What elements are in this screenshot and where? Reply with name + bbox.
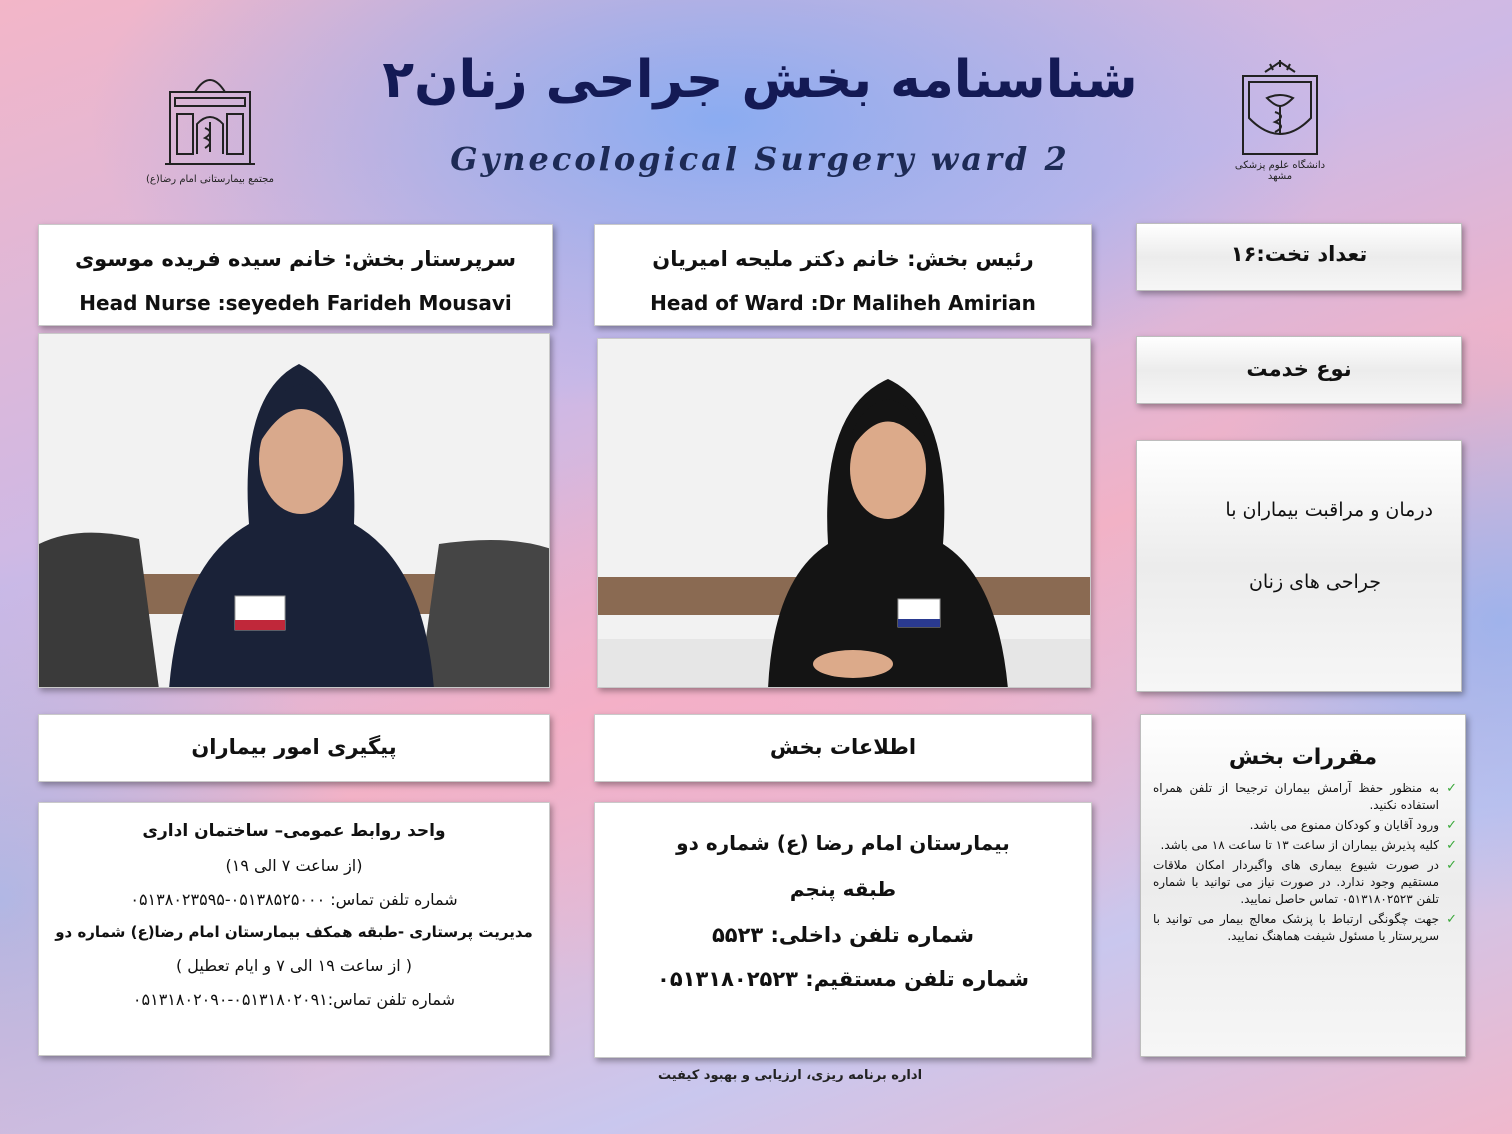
rule-item: ✓ در صورت شیوع بیماری های واگیردار امکان ملاقات مستقیم وجود ندارد. در صورت نیاز می توانید با شماره تلفن ۰۵۱۳۱۸۰۲۵۲۳ تماس حاصل نمایید. bbox=[1153, 858, 1457, 906]
head-of-ward-portrait-icon bbox=[598, 339, 1091, 688]
hospital-logo bbox=[140, 62, 280, 185]
rule-item: ✓ ورود آقایان و کودکان ممنوع می باشد. bbox=[1249, 818, 1457, 833]
service-type-label: نوع خدمت bbox=[1246, 357, 1352, 381]
ward-rules-heading: مقررات بخش bbox=[1228, 745, 1378, 770]
public-relations-unit: واحد روابط عمومی– ساختمان اداری bbox=[142, 821, 446, 841]
beds-count-label: تعداد تخت:۱۶ bbox=[1230, 242, 1368, 266]
ward-rules-box bbox=[1140, 714, 1466, 1057]
left-logo-caption: مجتمع بیمارستانی امام رضا(ع) bbox=[146, 174, 274, 185]
head-nurse-title-en: Head Nurse :seyedeh Farideh Mousavi bbox=[79, 291, 512, 315]
head-of-ward-photo bbox=[597, 338, 1091, 688]
head-nurse-title-fa: سرپرستار بخش: خانم سیده فریده موسوی bbox=[74, 247, 517, 271]
patient-affairs-heading: پیگیری امور بیماران bbox=[191, 735, 397, 759]
rule-item: ✓ به منظور حفظ آرامش بیماران ترجیحا از تلفن همراه استفاده نکنید. bbox=[1153, 781, 1457, 812]
check-icon: ✓ bbox=[1446, 838, 1457, 853]
head-of-ward-card bbox=[594, 224, 1092, 326]
page-title: شناسنامه بخش جراحی زنان۲ bbox=[382, 50, 1138, 110]
service-description-box bbox=[1136, 440, 1462, 692]
service-description-line2: جراحی های زنان bbox=[1248, 571, 1381, 593]
rule-item: ✓ جهت چگونگی ارتباط با پزشک معالج بیمار می توانید با سرپرستار یا مسئول شیفت هماهنگ نمایید. bbox=[1153, 912, 1457, 943]
public-relations-phone: شماره تلفن تماس: ۰۵۱۳۸۵۲۵۰۰۰-۰۵۱۳۸۰۲۳۵۹۵ bbox=[130, 890, 458, 909]
public-relations-hours: (از ساعت ۷ الی ۱۹) bbox=[225, 856, 363, 875]
check-icon: ✓ bbox=[1446, 912, 1457, 927]
ward-rules-list bbox=[1141, 780, 1465, 945]
nursing-management: مدیریت پرستاری -طبقه همکف بیمارستان امام رضا(ع) شماره دو bbox=[55, 923, 533, 941]
page-subtitle-en: Gynecological Surgery ward 2 bbox=[450, 140, 1070, 178]
ward-info-header bbox=[594, 714, 1092, 782]
university-emblem-icon bbox=[1235, 58, 1325, 158]
check-icon: ✓ bbox=[1446, 781, 1457, 796]
rule-item: ✓ کلیه پذیرش بیماران از ساعت ۱۳ تا ساعت ۱۸ می باشد. bbox=[1160, 838, 1457, 853]
ward-hospital: بیمارستان امام رضا (ع) شماره دو bbox=[676, 831, 1010, 855]
head-of-ward-title-en: Head of Ward :Dr Maliheh Amirian bbox=[650, 291, 1036, 315]
patient-affairs-header bbox=[38, 714, 550, 782]
nursing-management-hours: ( از ساعت ۱۹ الی ۷ و ایام تعطیل ) bbox=[175, 956, 413, 975]
beds-count-box bbox=[1136, 223, 1462, 291]
right-logo-caption: دانشگاه علوم پزشکی مشهد bbox=[1234, 160, 1326, 182]
service-description-line1: درمان و مراقبت بیماران با bbox=[1225, 499, 1433, 521]
footer-text: اداره برنامه ریزی، ارزیابی و بهبود کیفیت bbox=[657, 1068, 923, 1083]
ward-floor: طبقه پنجم bbox=[789, 877, 897, 901]
ward-internal-phone: شماره تلفن داخلی: ۵۵۲۳ bbox=[711, 923, 975, 947]
patient-affairs-body bbox=[38, 802, 550, 1056]
ward-info-heading: اطلاعات بخش bbox=[769, 735, 917, 759]
check-icon: ✓ bbox=[1446, 818, 1457, 833]
ward-direct-phone: شماره تلفن مستقیم: ۰۵۱۳۱۸۰۲۵۲۳ bbox=[657, 967, 1029, 991]
head-of-ward-title-fa: رئیس بخش: خانم دکتر ملیحه امیریان bbox=[652, 247, 1034, 271]
check-icon: ✓ bbox=[1446, 858, 1457, 873]
hospital-building-icon bbox=[155, 62, 265, 172]
ward-info-body bbox=[594, 802, 1092, 1058]
nursing-management-phone: شماره تلفن تماس:۰۵۱۳۱۸۰۲۰۹۱-۰۵۱۳۱۸۰۲۰۹۰ bbox=[132, 990, 456, 1009]
head-nurse-photo bbox=[38, 333, 550, 688]
service-type-box bbox=[1136, 336, 1462, 404]
head-nurse-card bbox=[38, 224, 553, 326]
university-logo bbox=[1225, 58, 1335, 182]
head-nurse-portrait-icon bbox=[39, 334, 550, 688]
